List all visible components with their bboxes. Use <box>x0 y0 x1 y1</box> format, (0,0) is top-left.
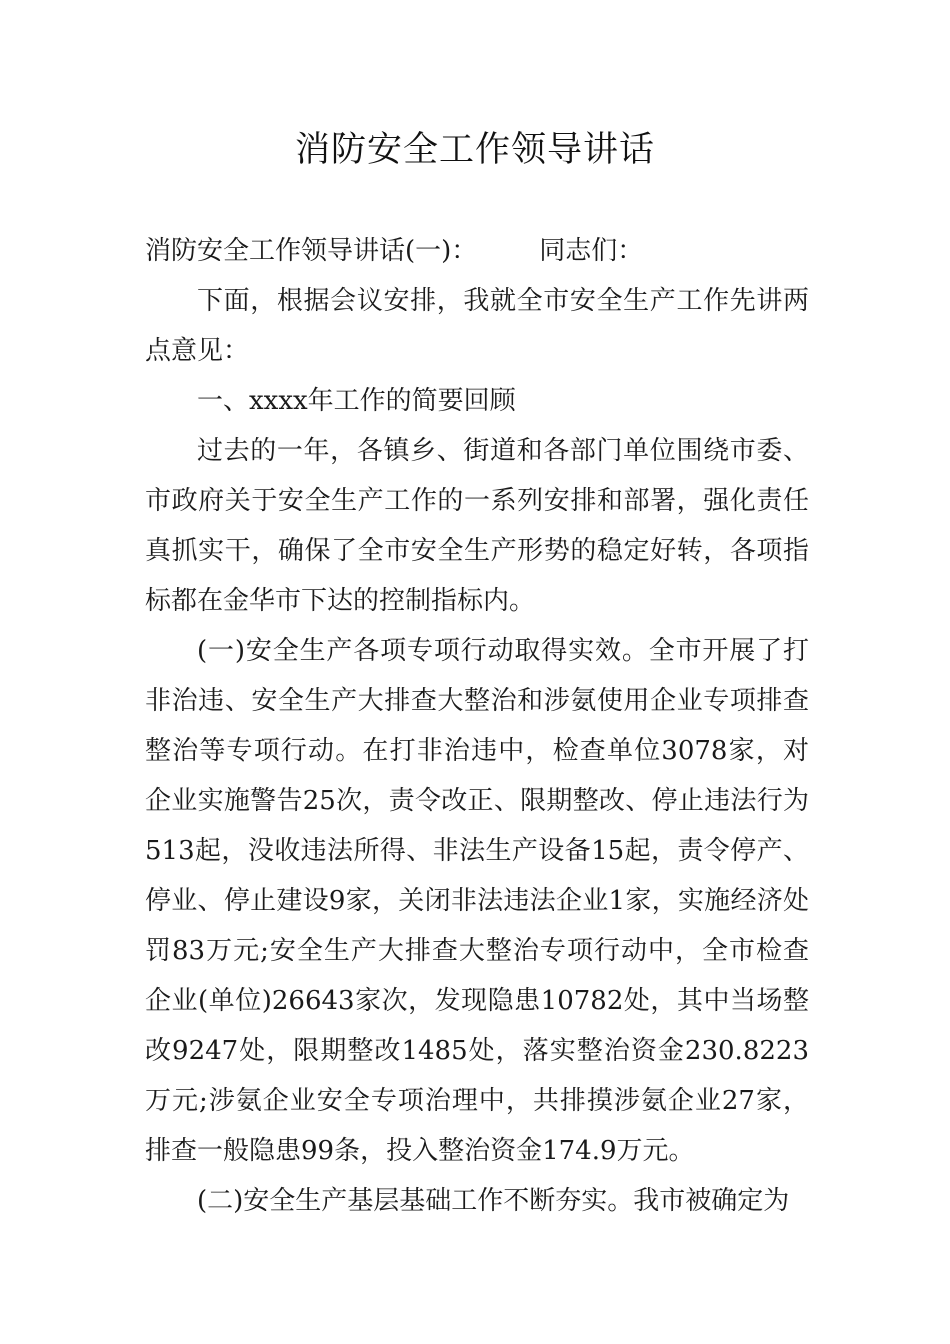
document-title: 消防安全工作领导讲话 <box>294 130 655 170</box>
opening-heading: 消防安全工作领导讲话(一)： <box>145 236 478 266</box>
section-heading: 一、xxxx年工作的简要回顾 <box>197 386 516 416</box>
addressee: 同志们： <box>539 236 644 266</box>
opening-line <box>145 226 809 276</box>
paragraph-intro: 下面，根据会议安排，我就全市安全生产工作先讲两点意见： <box>145 286 809 366</box>
document-body <box>145 226 809 1226</box>
paragraph-review: 过去的一年，各镇乡、街道和各部门单位围绕市委、市政府关于安全生产工作的一系列安排和部署，强化责任真抓实干，确保了全市安全生产形势的稳定好转，各项指标都在金华市下达的控制指标内。 <box>145 436 809 616</box>
paragraph-grassroots: (二)安全生产基层基础工作不断夯实。我市被确定为 <box>197 1186 790 1216</box>
paragraph-special-actions: (一)安全生产各项专项行动取得实效。全市开展了打非治违、安全生产大排查大整治和涉氨使用企业专项排查整治等专项行动。在打非治违中，检查单位3078家，对企业实施警告25次，责令改正、限期整改、停止违法行为513起，没收违法所得、非法生产设备15起，责令停产、停业、停止建设9家，关闭非法违法企业1家，实施经济处罚83万元;安全生产大排查大整治专项行动中，全市检查企业(单位)26643家次，发现隐患10782处，其中当场整改9247处，限期整改1485处，落实整治资金230.8223万元;涉氨企业安全专项治理中，共排摸涉氨企业27家，排查一般隐患99条，投入整治资金174.9万元。 <box>145 636 809 1166</box>
